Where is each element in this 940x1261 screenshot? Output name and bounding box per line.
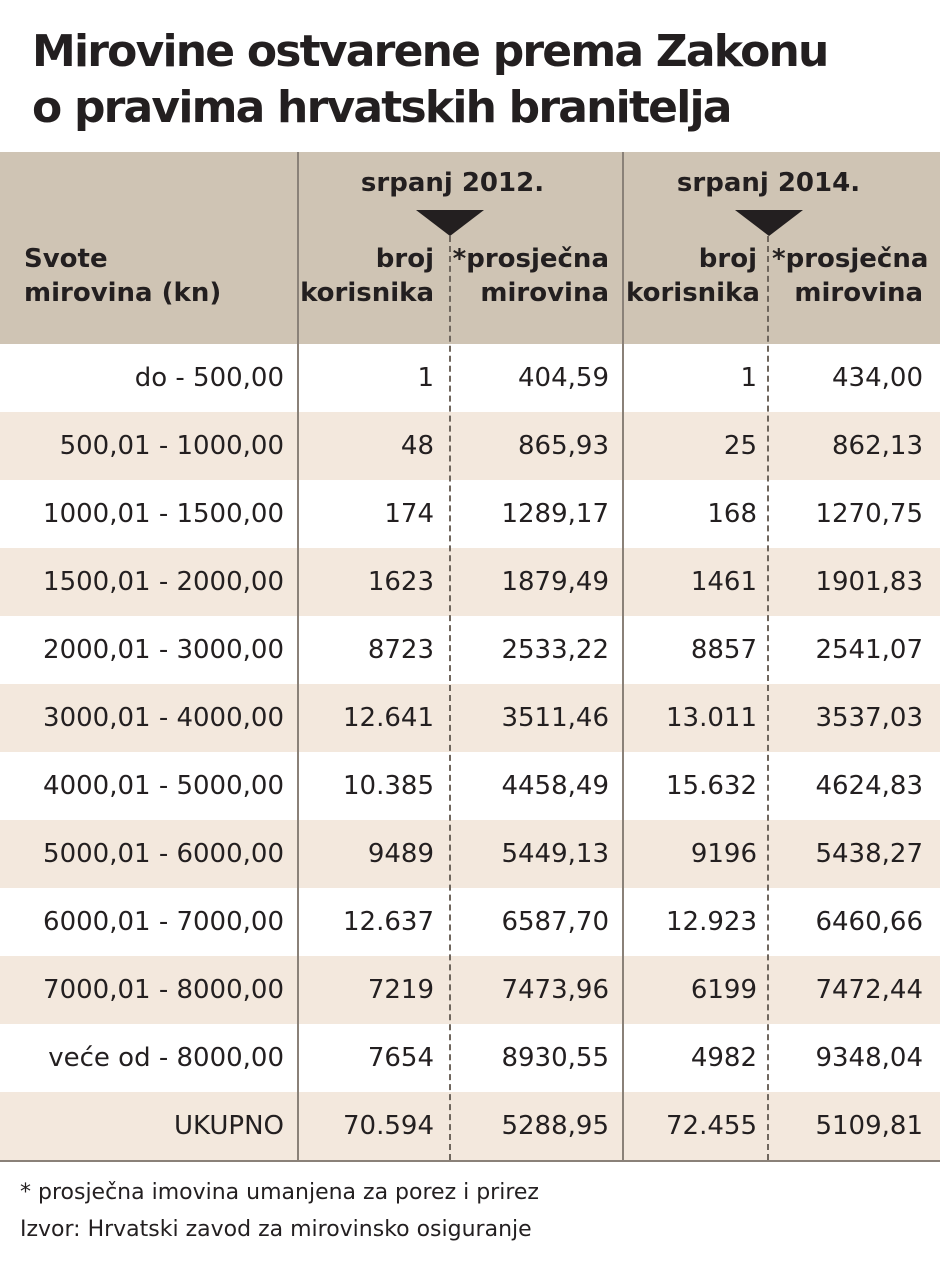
avg-2012-header-line-2: mirovina bbox=[480, 278, 609, 308]
count-2012-header-line-2: korisnika bbox=[300, 278, 434, 308]
avg-2014-cell: 5438,27 bbox=[815, 839, 923, 869]
count-2012-cell: 10.385 bbox=[343, 771, 434, 801]
avg-2012-cell: 404,59 bbox=[518, 363, 609, 393]
count-2012-cell: 12.637 bbox=[343, 907, 434, 937]
period-2014-arrow-icon bbox=[735, 210, 803, 236]
table-row bbox=[0, 888, 940, 956]
count-2012-cell: 174 bbox=[384, 499, 434, 529]
count-2014-header-line-2: korisnika bbox=[626, 278, 760, 308]
range-cell: UKUPNO bbox=[173, 1111, 284, 1141]
title-line-1: Mirovine ostvarene prema Zakonu bbox=[32, 26, 828, 77]
count-2014-cell: 1 bbox=[740, 363, 757, 393]
table-row bbox=[0, 684, 940, 752]
count-2014-cell: 9196 bbox=[690, 839, 757, 869]
count-2014-cell: 72.455 bbox=[666, 1111, 757, 1141]
avg-2012-cell: 7473,96 bbox=[501, 975, 609, 1005]
count-2012-cell: 1623 bbox=[367, 567, 434, 597]
range-header bbox=[24, 242, 221, 310]
range-cell: 3000,01 - 4000,00 bbox=[43, 703, 284, 733]
count-2014-cell: 4982 bbox=[690, 1043, 757, 1073]
table-row bbox=[0, 752, 940, 820]
table-row bbox=[0, 1024, 940, 1092]
avg-2014-cell: 9348,04 bbox=[815, 1043, 923, 1073]
avg-2014-cell: 4624,83 bbox=[815, 771, 923, 801]
avg-2012-cell: 6587,70 bbox=[501, 907, 609, 937]
avg-2012-cell: 8930,55 bbox=[501, 1043, 609, 1073]
range-cell: 7000,01 - 8000,00 bbox=[43, 975, 284, 1005]
count-2014-cell: 13.011 bbox=[666, 703, 757, 733]
avg-2012-cell: 5288,95 bbox=[501, 1111, 609, 1141]
title-line-2: o pravima hrvatskih branitelja bbox=[32, 82, 731, 133]
avg-2012-header-line-1: *prosječna bbox=[452, 244, 609, 274]
count-2012-cell: 8723 bbox=[367, 635, 434, 665]
avg-2014-header bbox=[772, 242, 929, 310]
range-header-line-2: mirovina (kn) bbox=[24, 278, 222, 308]
avg-2012-cell: 5449,13 bbox=[501, 839, 609, 869]
avg-2014-cell: 7472,44 bbox=[815, 975, 923, 1005]
count-2014-cell: 15.632 bbox=[666, 771, 757, 801]
count-2012-header-line-1: broj bbox=[375, 244, 434, 274]
table-row bbox=[0, 480, 940, 548]
range-cell: 2000,01 - 3000,00 bbox=[43, 635, 284, 665]
source-note: Izvor: Hrvatski zavod za mirovinsko osiguranje bbox=[20, 1217, 532, 1242]
avg-2012-cell: 1879,49 bbox=[501, 567, 609, 597]
count-2014-cell: 12.923 bbox=[666, 907, 757, 937]
table-row bbox=[0, 956, 940, 1024]
table-row bbox=[0, 1092, 940, 1160]
count-2014-cell: 6199 bbox=[690, 975, 757, 1005]
range-cell: 4000,01 - 5000,00 bbox=[43, 771, 284, 801]
avg-2012-cell: 3511,46 bbox=[501, 703, 609, 733]
table-row bbox=[0, 344, 940, 412]
dashed-divider-2014 bbox=[767, 236, 769, 1160]
avg-2014-cell: 6460,66 bbox=[815, 907, 923, 937]
column-divider-2 bbox=[622, 152, 624, 1160]
range-cell: 500,01 - 1000,00 bbox=[59, 431, 284, 461]
table-header bbox=[0, 152, 940, 344]
count-2014-header bbox=[626, 242, 760, 310]
table-row bbox=[0, 412, 940, 480]
range-cell: 1500,01 - 2000,00 bbox=[43, 567, 284, 597]
period-2012-header: srpanj 2012. bbox=[360, 168, 545, 198]
range-cell: veće od - 8000,00 bbox=[48, 1043, 284, 1073]
avg-2014-cell: 2541,07 bbox=[815, 635, 923, 665]
count-2012-cell: 48 bbox=[400, 431, 434, 461]
avg-2014-header-line-2: mirovina bbox=[794, 278, 923, 308]
avg-2014-cell: 5109,81 bbox=[815, 1111, 923, 1141]
count-2014-cell: 8857 bbox=[690, 635, 757, 665]
range-cell: do - 500,00 bbox=[134, 363, 284, 393]
count-2014-cell: 1461 bbox=[690, 567, 757, 597]
avg-2014-cell: 1901,83 bbox=[815, 567, 923, 597]
range-cell: 1000,01 - 1500,00 bbox=[43, 499, 284, 529]
avg-2014-cell: 434,00 bbox=[832, 363, 923, 393]
range-cell: 6000,01 - 7000,00 bbox=[43, 907, 284, 937]
count-2012-cell: 7219 bbox=[367, 975, 434, 1005]
count-2012-cell: 7654 bbox=[367, 1043, 434, 1073]
avg-2012-cell: 865,93 bbox=[518, 431, 609, 461]
avg-2012-cell: 4458,49 bbox=[501, 771, 609, 801]
column-divider-1 bbox=[297, 152, 299, 1160]
chart-title bbox=[32, 24, 932, 136]
avg-2012-cell: 2533,22 bbox=[501, 635, 609, 665]
count-2012-cell: 9489 bbox=[367, 839, 434, 869]
table-row bbox=[0, 616, 940, 684]
table-body bbox=[0, 344, 940, 1160]
footer-rule bbox=[0, 1160, 940, 1162]
count-2012-cell: 1 bbox=[417, 363, 434, 393]
avg-2014-cell: 862,13 bbox=[832, 431, 923, 461]
count-2012-header bbox=[300, 242, 434, 310]
count-2014-cell: 25 bbox=[723, 431, 757, 461]
period-2012-arrow-icon bbox=[416, 210, 484, 236]
period-2014-header: srpanj 2014. bbox=[676, 168, 861, 198]
footnote: * prosječna imovina umanjena za porez i prirez bbox=[20, 1180, 539, 1205]
avg-2012-cell: 1289,17 bbox=[501, 499, 609, 529]
count-2012-cell: 70.594 bbox=[343, 1111, 434, 1141]
avg-2014-cell: 3537,03 bbox=[815, 703, 923, 733]
avg-2014-cell: 1270,75 bbox=[815, 499, 923, 529]
range-cell: 5000,01 - 6000,00 bbox=[43, 839, 284, 869]
dashed-divider-2012 bbox=[449, 236, 451, 1160]
table-row bbox=[0, 820, 940, 888]
count-2012-cell: 12.641 bbox=[343, 703, 434, 733]
count-2014-cell: 168 bbox=[707, 499, 757, 529]
avg-2014-header-line-1: *prosječna bbox=[772, 244, 929, 274]
table-row bbox=[0, 548, 940, 616]
count-2014-header-line-1: broj bbox=[698, 244, 757, 274]
pension-table bbox=[0, 152, 940, 1160]
range-header-line-1: Svote bbox=[24, 244, 108, 274]
avg-2012-header bbox=[452, 242, 609, 310]
